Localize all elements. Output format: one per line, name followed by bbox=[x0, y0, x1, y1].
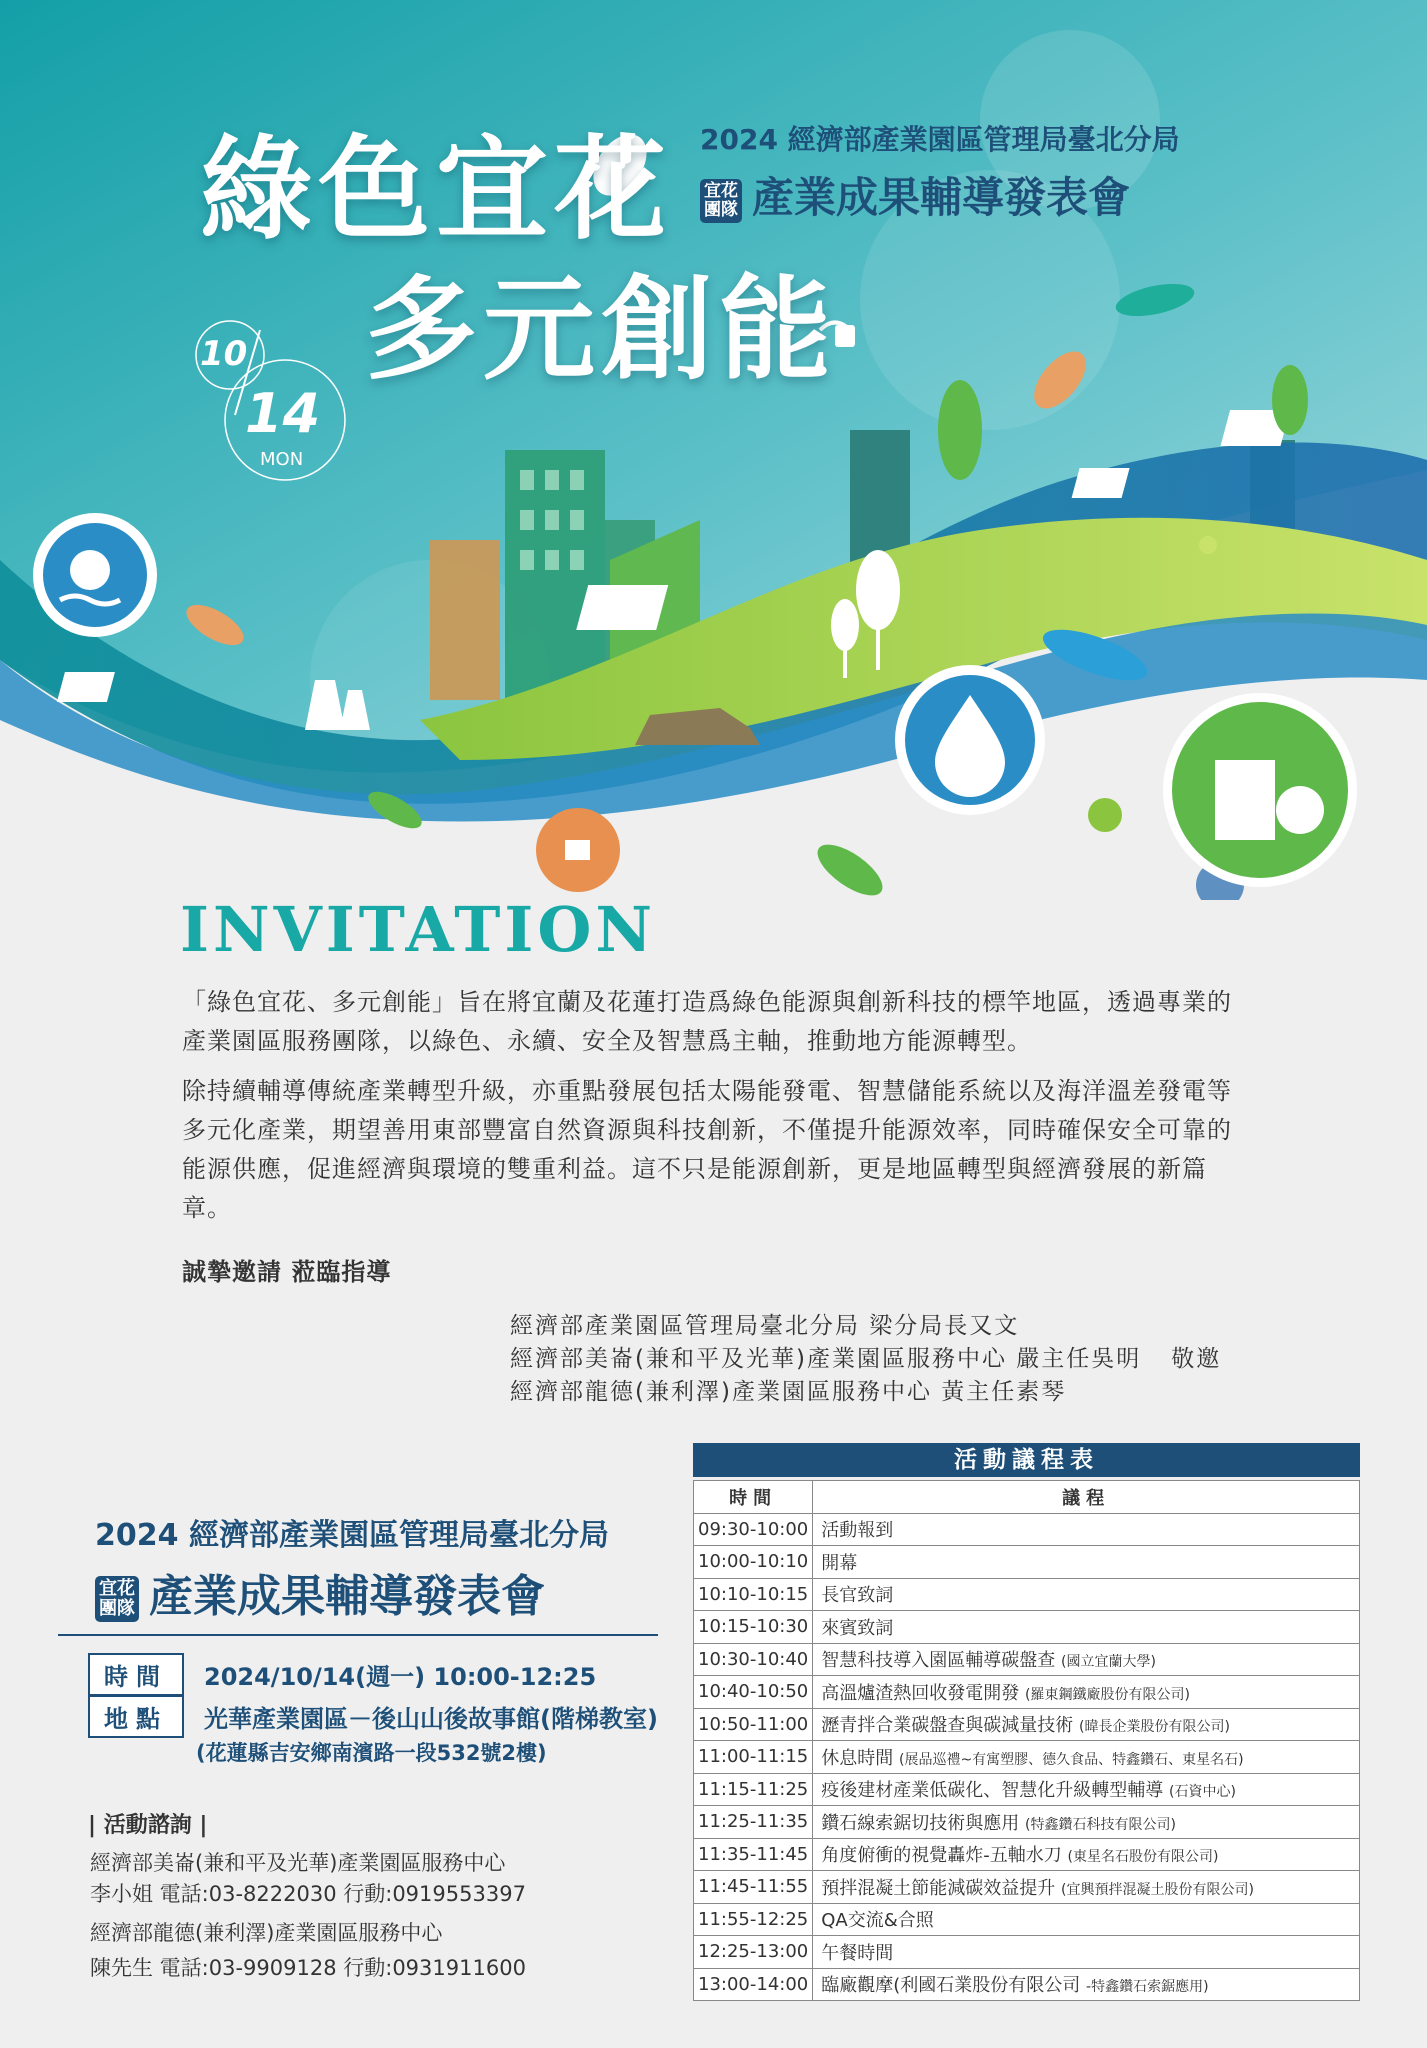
table-row bbox=[694, 1773, 1360, 1806]
turbine-thermometer-icon-circle bbox=[33, 513, 157, 637]
agenda-col-time: 時間 bbox=[694, 1481, 813, 1514]
table-row bbox=[694, 1611, 1360, 1644]
invitation-line: 誠摯邀請 蒞臨指導 bbox=[182, 1258, 392, 1286]
agenda-item-org: (展品巡禮~有寓塑膠、德久食品、特鑫鑽石、東星名石) bbox=[898, 1751, 1244, 1768]
agenda-item-title: 瀝青拌合業碳盤查與碳減量技術 bbox=[821, 1715, 1074, 1737]
agenda-table bbox=[693, 1480, 1360, 2001]
agenda-time: 10:40-10:50 bbox=[694, 1676, 813, 1709]
hero-event-name: 產業成果輔導發表會 bbox=[752, 173, 1131, 222]
agenda-time: 10:10-10:15 bbox=[694, 1578, 813, 1611]
agenda-item-org: (宜興預拌混凝土股份有限公司) bbox=[1060, 1881, 1254, 1898]
event-place-row bbox=[88, 1695, 658, 1738]
invitation-heading: INVITATION bbox=[180, 893, 657, 966]
agenda-title: 活動議程表 bbox=[693, 1443, 1360, 1477]
agenda-item bbox=[813, 1741, 1360, 1774]
agenda-item bbox=[813, 1936, 1360, 1969]
consult-title: | 活動諮詢 | bbox=[88, 1813, 208, 1838]
factory-leaf-icon-circle bbox=[1163, 693, 1357, 887]
agenda-time: 09:30-10:00 bbox=[694, 1513, 813, 1546]
agenda-time: 11:25-11:35 bbox=[694, 1806, 813, 1839]
hero-title-line1: 綠色宜花 bbox=[200, 125, 672, 255]
plug-icon-circle bbox=[536, 808, 620, 892]
table-row bbox=[694, 1806, 1360, 1839]
agenda-item-title: 疫後建材產業低碳化、智慧化升級轉型輔導 bbox=[821, 1780, 1164, 1802]
table-row bbox=[694, 1903, 1360, 1936]
agenda-item-org: (暐長企業股份有限公司) bbox=[1078, 1719, 1230, 1736]
agenda-item bbox=[813, 1968, 1360, 2001]
agenda-time: 10:00-10:10 bbox=[694, 1546, 813, 1579]
agenda-time: 10:50-11:00 bbox=[694, 1708, 813, 1741]
agenda-item bbox=[813, 1643, 1360, 1676]
agenda-time: 10:30-10:40 bbox=[694, 1643, 813, 1676]
agenda-time: 11:45-11:55 bbox=[694, 1871, 813, 1904]
section-divider bbox=[58, 1634, 658, 1636]
table-row bbox=[694, 1676, 1360, 1709]
agenda-header-row bbox=[694, 1481, 1360, 1514]
signer-2: 經濟部美崙(兼和平及光華)產業園區服務中心 嚴主任吳明 bbox=[510, 1346, 1142, 1372]
agenda-item-org: -特鑫鑽石索鋸應用) bbox=[1086, 1979, 1209, 1996]
time-label: 時間 bbox=[88, 1653, 184, 1696]
signer-1: 經濟部產業園區管理局臺北分局 梁分局長又文 bbox=[510, 1313, 1020, 1339]
hero-event-title bbox=[700, 165, 1130, 225]
agenda-item-org: (特鑫鑽石科技有限公司) bbox=[1024, 1816, 1176, 1833]
agenda-item-title: 休息時間 bbox=[821, 1747, 894, 1769]
team-badge: 宜花 團隊 bbox=[700, 179, 742, 223]
agenda-item-title: 臨廠觀摩(利國石業股份有限公司 bbox=[821, 1975, 1081, 1997]
agenda-item-title: 鑽石線索鋸切技術與應用 bbox=[821, 1812, 1020, 1834]
date-month: 10 bbox=[200, 334, 248, 374]
event-title bbox=[95, 1560, 545, 1624]
date-weekday: MON bbox=[260, 449, 304, 470]
date-day: 14 bbox=[245, 382, 321, 445]
invitation-paragraph-1: 「綠色宜花、多元創能」旨在將宜蘭及花蓮打造爲綠色能源與創新科技的標竿地區，透過專業的產業園區服務團隊，以綠色、永續、安全及智慧爲主軸，推動地方能源轉型。 bbox=[182, 988, 1232, 1055]
agenda-item-title: 午餐時間 bbox=[821, 1942, 894, 1964]
table-row bbox=[694, 1838, 1360, 1871]
contact-2-person: 陳先生 電話:03-9909128 行動:0931911600 bbox=[90, 1956, 526, 1980]
agenda-table-container bbox=[693, 1443, 1360, 2001]
agenda-item bbox=[813, 1773, 1360, 1806]
table-row bbox=[694, 1546, 1360, 1579]
agenda-item-org: (石資中心) bbox=[1168, 1784, 1236, 1801]
table-row bbox=[694, 1578, 1360, 1611]
agenda-time: 11:15-11:25 bbox=[694, 1773, 813, 1806]
agenda-item-title: 預拌混凝土節能減碳效益提升 bbox=[821, 1877, 1056, 1899]
agenda-item bbox=[813, 1903, 1360, 1936]
agenda-time: 11:55-12:25 bbox=[694, 1903, 813, 1936]
event-time-row bbox=[88, 1653, 596, 1696]
agenda-item bbox=[813, 1546, 1360, 1579]
place-address: (花蓮縣吉安鄉南濱路一段532號2樓) bbox=[196, 1741, 547, 1765]
invitation-paragraph-2: 除持續輔導傳統產業轉型升級，亦重點發展包括太陽能發電、智慧儲能系統以及海洋溫差發電等多元化產業，期望善用東部豐富自然資源與科技創新，不僅提升能源效率，同時確保安全可靠的能源供應，促進經濟與環境的雙重利益。這不只是能源創新，更是地區轉型與經濟發展的新篇章。 bbox=[182, 1077, 1232, 1222]
place-value: 光華產業園區－後山山後故事館(階梯教室) bbox=[204, 1705, 658, 1733]
signer-3: 經濟部龍德(兼利澤)產業園區服務中心 黃主任素琴 bbox=[510, 1379, 1067, 1405]
agenda-item-title: 高溫爐渣熱回收發電開發 bbox=[821, 1682, 1020, 1704]
agenda-item bbox=[813, 1611, 1360, 1644]
table-row bbox=[694, 1708, 1360, 1741]
agenda-col-item: 議程 bbox=[813, 1481, 1360, 1514]
event-organization: 2024 經濟部產業園區管理局臺北分局 bbox=[95, 1518, 609, 1553]
contact-1-unit: 經濟部美崙(兼和平及光華)產業園區服務中心 bbox=[90, 1851, 506, 1875]
agenda-time: 11:00-11:15 bbox=[694, 1741, 813, 1774]
agenda-item-org: (東星名石股份有限公司) bbox=[1067, 1849, 1219, 1866]
agenda-item-org: (國立宜蘭大學) bbox=[1060, 1654, 1156, 1671]
agenda-item-title: 長官致詞 bbox=[821, 1585, 894, 1607]
table-row bbox=[694, 1513, 1360, 1546]
water-recycle-icon-circle bbox=[895, 665, 1045, 815]
contact-1-person: 李小姐 電話:03-8222030 行動:0919553397 bbox=[90, 1882, 526, 1906]
agenda-item-org: (羅東鋼鐵廠股份有限公司) bbox=[1024, 1686, 1190, 1703]
contact-2-unit: 經濟部龍德(兼利澤)產業園區服務中心 bbox=[90, 1921, 443, 1945]
agenda-item bbox=[813, 1871, 1360, 1904]
team-badge-lower: 宜花 團隊 bbox=[95, 1576, 139, 1622]
place-label: 地點 bbox=[88, 1695, 184, 1738]
agenda-item bbox=[813, 1513, 1360, 1546]
agenda-item bbox=[813, 1806, 1360, 1839]
agenda-item-title: QA交流&合照 bbox=[821, 1910, 934, 1932]
agenda-time: 13:00-14:00 bbox=[694, 1968, 813, 2001]
agenda-item-title: 角度俯衝的視覺轟炸-五軸水刀 bbox=[821, 1845, 1062, 1867]
agenda-time: 12:25-13:00 bbox=[694, 1936, 813, 1969]
hero-title-line2: 多元創能 bbox=[365, 265, 837, 395]
agenda-item-title: 開幕 bbox=[821, 1552, 858, 1574]
signer-2-row bbox=[510, 1343, 1221, 1376]
table-row bbox=[694, 1968, 1360, 2001]
table-row bbox=[694, 1741, 1360, 1774]
agenda-time: 11:35-11:45 bbox=[694, 1838, 813, 1871]
event-title-text: 產業成果輔導發表會 bbox=[149, 1571, 545, 1622]
hero-organization: 2024 經濟部產業園區管理局臺北分局 bbox=[700, 123, 1180, 156]
agenda-item-title: 活動報到 bbox=[821, 1520, 894, 1542]
agenda-item-title: 智慧科技導入園區輔導碳盤查 bbox=[821, 1650, 1056, 1672]
agenda-time: 10:15-10:30 bbox=[694, 1611, 813, 1644]
agenda-item bbox=[813, 1838, 1360, 1871]
respect-note: 敬邀 bbox=[1171, 1346, 1222, 1372]
table-row bbox=[694, 1936, 1360, 1969]
date-badge bbox=[190, 320, 350, 490]
table-row bbox=[694, 1643, 1360, 1676]
time-value: 2024/10/14(週一) 10:00-12:25 bbox=[204, 1663, 597, 1691]
table-row bbox=[694, 1871, 1360, 1904]
agenda-item bbox=[813, 1708, 1360, 1741]
agenda-item bbox=[813, 1578, 1360, 1611]
agenda-item-title: 來賓致詞 bbox=[821, 1617, 894, 1639]
agenda-item bbox=[813, 1676, 1360, 1709]
